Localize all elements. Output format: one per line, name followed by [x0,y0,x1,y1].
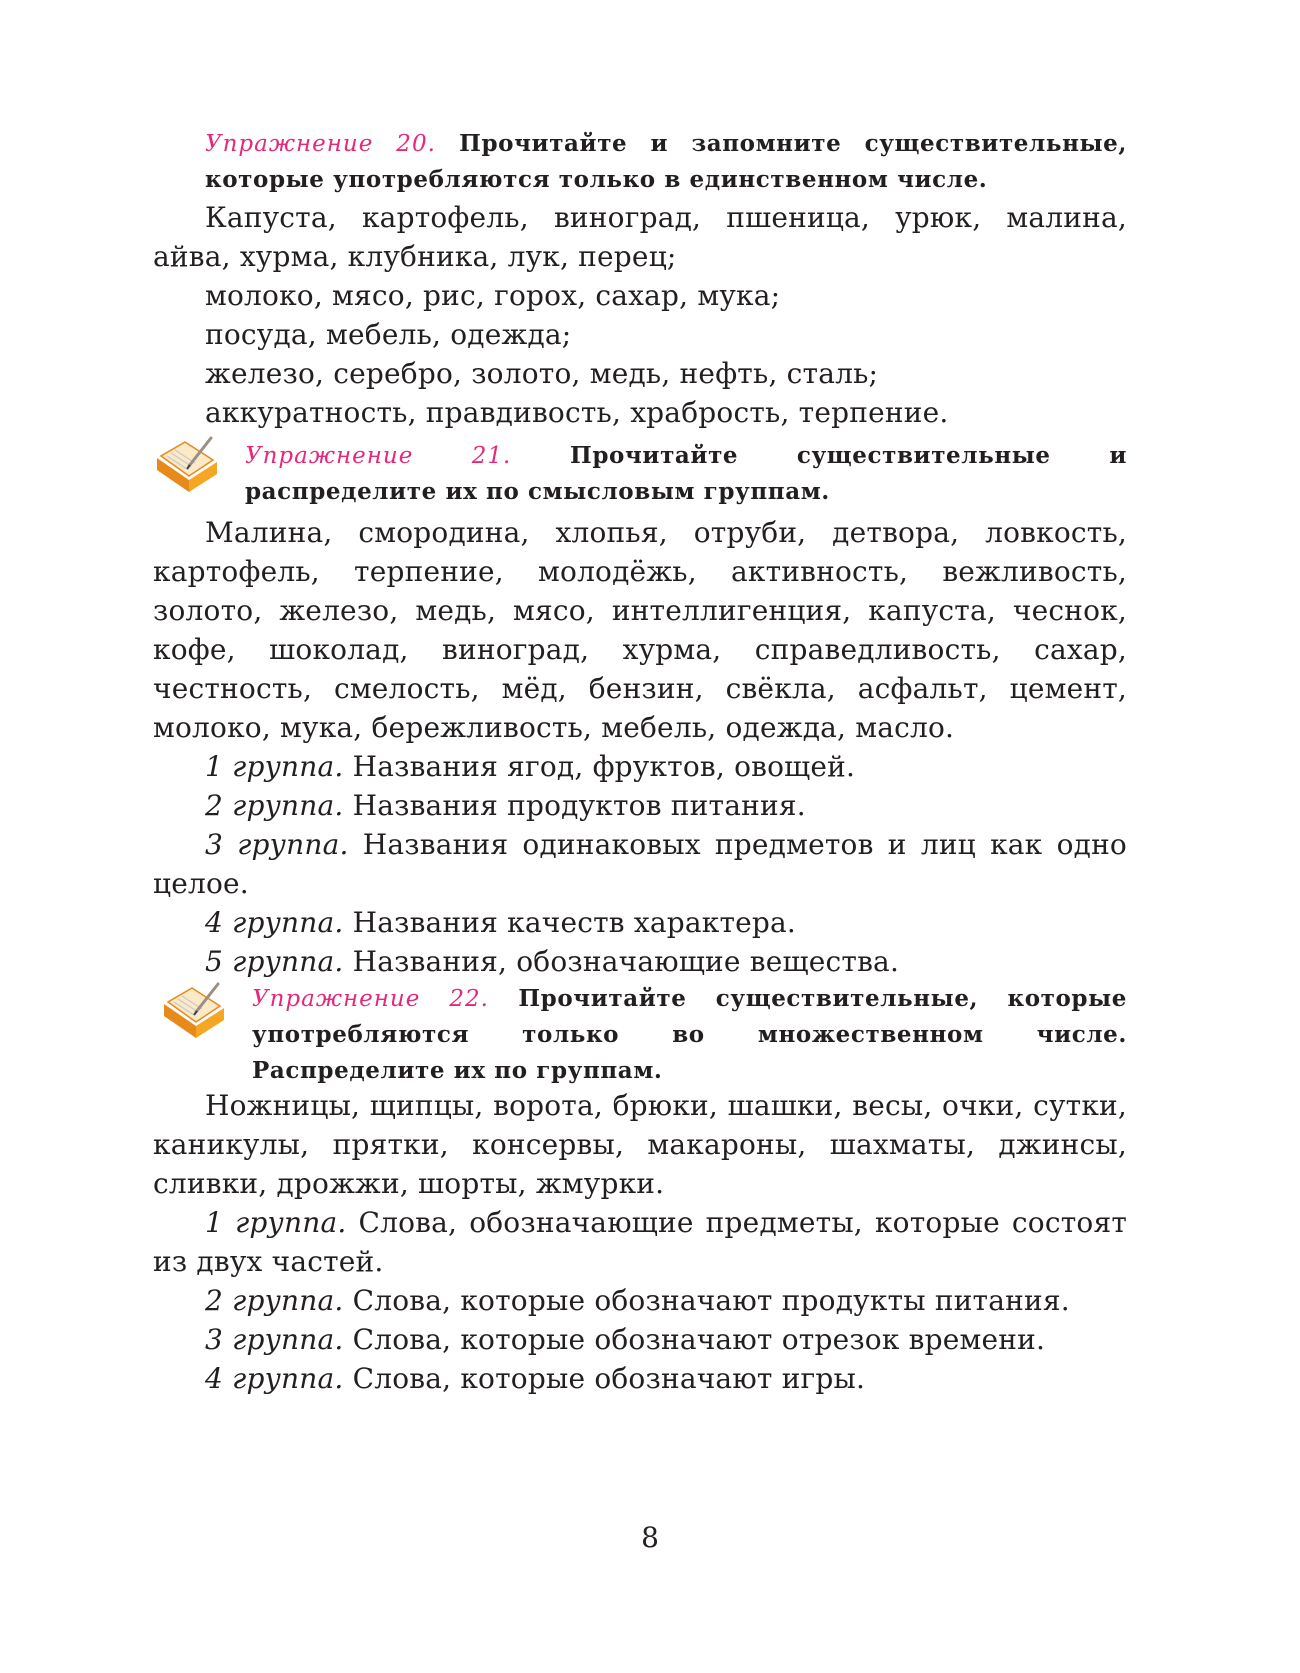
group-label: 3 группа. [205,828,349,861]
exercise-22-word-list: Ножницы, щипцы, ворота, брюки, шашки, весы, очки, сутки, каникулы, прятки, консервы, макароны, шахматы, джинсы, сливки, дрожжи, шорты, жмурки. [153,1089,1127,1200]
exercise-21-word-list: Малина, смородина, хлопья, отруби, детвора, ловкость, картофель, терпение, молодёжь, активность, вежливость, золото, железо, медь, мясо, интеллигенция, капуста, чеснок, кофе, шоколад, виноград, хурма, справедливость, сахар, честность, смелость, мёд, бензин, свёкла, асфальт, цемент, молоко, мука, бережливость, мебель, одежда, масло. [153,516,1127,744]
exercise-20-heading [205,126,1127,198]
page-number: 8 [641,1521,659,1554]
group-text: Названия качеств характера. [352,906,797,939]
exercise-21-title: Упражнение 21. [245,443,512,469]
exercise-20-line: железо, серебро, золото, медь, нефть, сталь; [205,357,879,390]
group-label: 4 группа. [205,1362,344,1395]
group-text: Названия одинаковых предметов и лиц как одно целое. [153,828,1127,900]
exercise-20-title: Упражнение 20. [205,131,436,157]
exercise-22-heading [252,981,1127,1089]
exercise-22-instruction: Прочитайте существительные, которые употребляются только во множественном числе. Распределите их по группам. [252,985,1128,1084]
notebook-pencil-icon [153,436,221,494]
group-label: 3 группа. [205,1323,344,1356]
exercise-21-group [153,825,1127,903]
exercise-22-body [153,1086,1127,1398]
group-label: 4 группа. [205,906,344,939]
group-text: Названия продуктов питания. [352,789,806,822]
group-label: 1 группа. [205,750,344,783]
exercise-22-group [153,1359,1127,1398]
exercise-20-line: Капуста, картофель, виноград, пшеница, урюк, малина, айва, хурма, клубника, лук, перец; [153,201,1127,273]
exercise-20-line: молоко, мясо, рис, горох, сахар, мука; [205,279,781,312]
exercise-20-instruction: Прочитайте и запомните существительные, которые употребляются только в единственном числе. [205,130,1128,193]
group-text: Слова, которые обозначают продукты питания. [352,1284,1070,1317]
exercise-22-group [153,1203,1127,1281]
exercise-22-group [153,1320,1127,1359]
exercise-22-group [153,1281,1127,1320]
exercise-21-body [153,513,1127,981]
notebook-pencil-icon [160,982,228,1040]
group-text: Слова, обозначающие предметы, которые состоят из двух частей. [153,1206,1128,1278]
group-text: Названия, обозначающие вещества. [352,945,900,978]
group-label: 5 группа. [205,945,344,978]
exercise-21-heading [245,438,1127,510]
exercise-21-group [153,903,1127,942]
exercise-21-group [153,747,1127,786]
group-label: 2 группа. [205,789,344,822]
group-text: Слова, которые обозначают отрезок времени. [352,1323,1046,1356]
group-text: Слова, которые обозначают игры. [352,1362,866,1395]
exercise-21-group [153,942,1127,981]
group-label: 1 группа. [205,1206,347,1239]
exercise-21-group [153,786,1127,825]
exercise-20-line: аккуратность, правдивость, храбрость, терпение. [205,396,949,429]
exercise-20-line: посуда, мебель, одежда; [205,318,572,351]
exercise-22-title: Упражнение 22. [252,986,489,1012]
group-label: 2 группа. [205,1284,344,1317]
group-text: Названия ягод, фруктов, овощей. [352,750,856,783]
exercise-21-instruction: Прочитайте существительные и распределите их по смысловым группам. [245,442,1127,505]
exercise-20-word-list [153,198,1127,432]
